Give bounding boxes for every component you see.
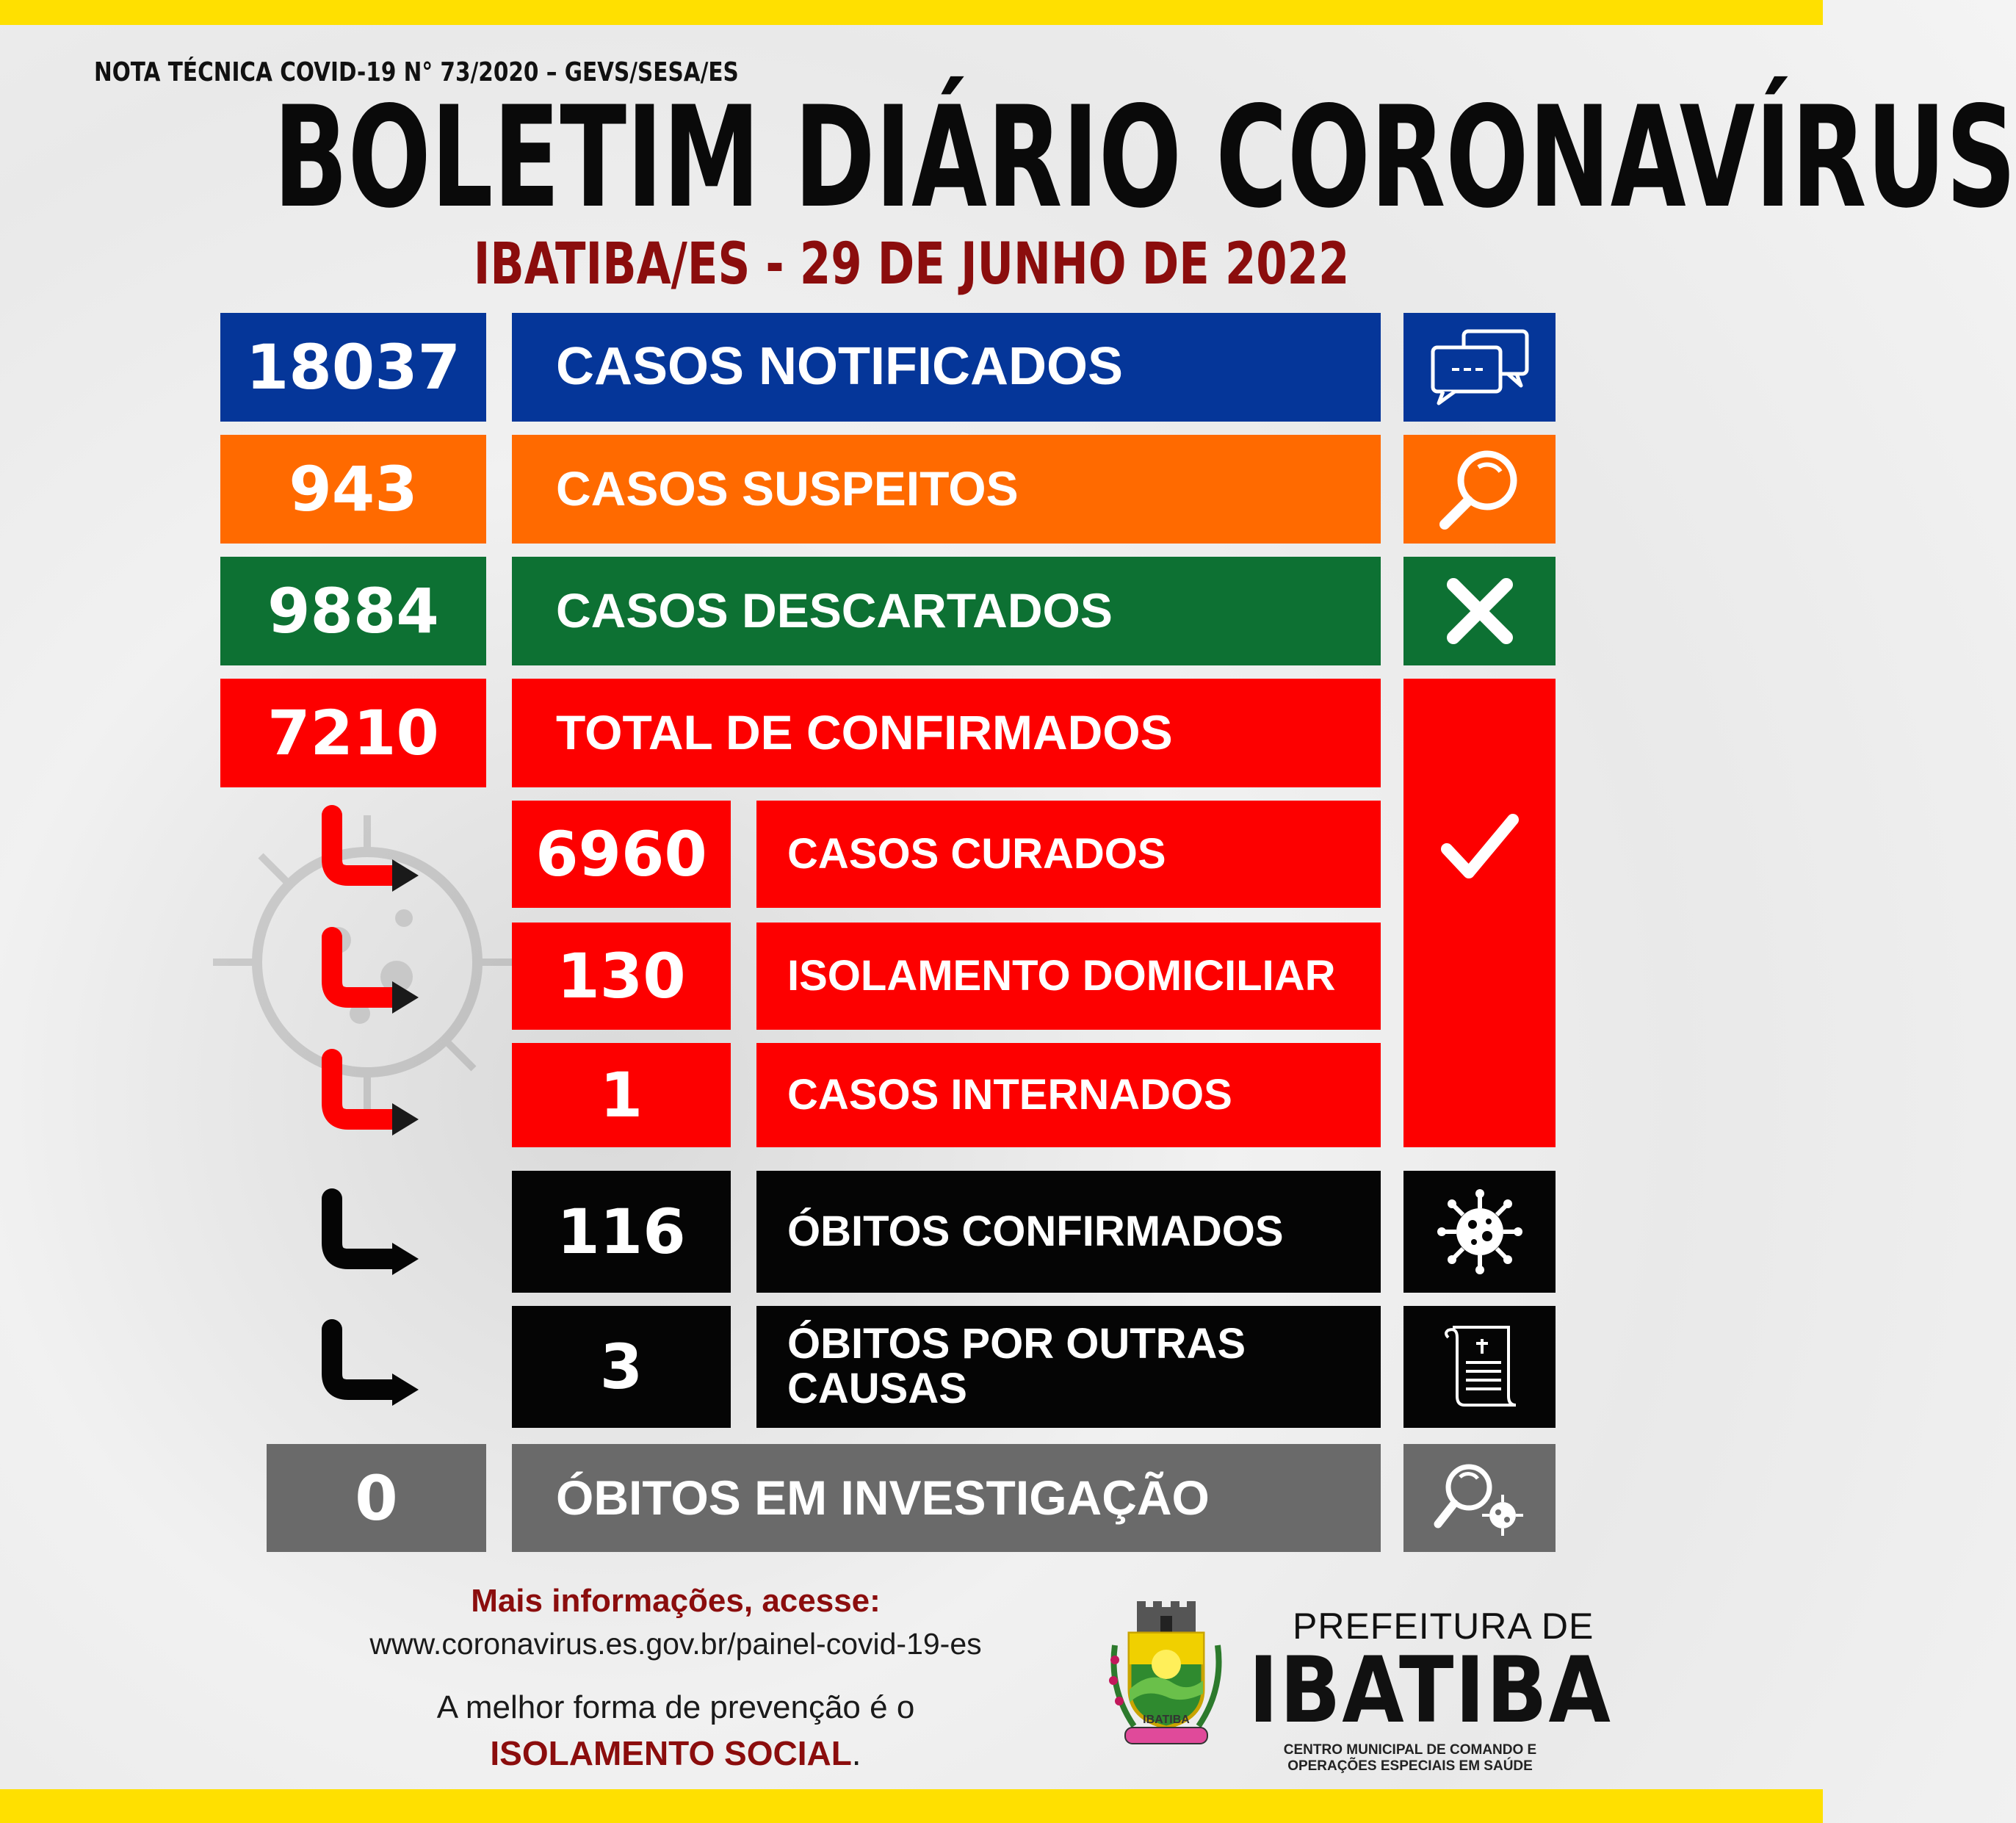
curados-value: 6960: [512, 801, 731, 908]
red-arrow-icon: [316, 1052, 426, 1140]
black-arrow-icon: [316, 1322, 426, 1410]
descartados-label: CASOS DESCARTADOS: [512, 557, 1381, 665]
notificados-icon-box: [1403, 313, 1556, 422]
notificados-value: 18037: [220, 313, 486, 422]
internados-value: 1: [512, 1043, 731, 1147]
red-arrow-icon: [316, 930, 426, 1018]
outras-label-line1: ÓBITOS POR OUTRAS: [787, 1320, 1246, 1368]
prefeitura-name: IBATIBA: [1249, 1638, 1612, 1744]
obitos-value: 116: [512, 1171, 731, 1293]
page-subtitle: IBATIBA/ES - 29 DE JUNHO DE 2022: [473, 231, 1350, 297]
outras-label-line2: CAUSAS: [787, 1365, 967, 1412]
suspeitos-icon-box: [1403, 435, 1556, 544]
outras-value: 3: [512, 1306, 731, 1428]
confirmados-icon-box: [1403, 679, 1556, 1147]
suspeitos-label: CASOS SUSPEITOS: [512, 435, 1381, 544]
confirmados-label: TOTAL DE CONFIRMADOS: [512, 679, 1381, 787]
black-arrow-icon: [316, 1191, 426, 1279]
top-stripe: [0, 0, 1823, 25]
internados-label: CASOS INTERNADOS: [756, 1043, 1381, 1147]
virus-search-icon: [1432, 1458, 1528, 1539]
info-url-link[interactable]: www.coronavirus.es.gov.br/painel-covid-19-es: [369, 1627, 982, 1661]
chat-bubbles-icon: [1428, 327, 1531, 408]
technical-note: NOTA TÉCNICA COVID-19 N° 73/2020 – GEVS/SESA/ES: [94, 57, 739, 87]
page-title: BOLETIM DIÁRIO CORONAVÍRUS: [273, 76, 2016, 239]
outras-icon-box: [1403, 1306, 1556, 1428]
x-mark-icon: [1443, 574, 1517, 648]
outras-label: [756, 1306, 1381, 1428]
investigacao-label: ÓBITOS EM INVESTIGAÇÃO: [512, 1444, 1381, 1552]
prefeitura-line1: PREFEITURA DE: [1293, 1606, 1594, 1647]
bottom-stripe: [0, 1789, 1823, 1823]
suspeitos-value: 943: [220, 435, 486, 544]
check-icon: [1439, 811, 1520, 884]
isolamento-label: ISOLAMENTO DOMICILIAR: [756, 923, 1381, 1030]
coat-of-arms-logo: [1100, 1601, 1232, 1755]
isolation-text: [235, 1733, 1116, 1773]
obitos-icon-box: [1403, 1171, 1556, 1293]
red-arrow-icon: [316, 808, 426, 896]
investigacao-value: 0: [267, 1444, 486, 1552]
descartados-value: 9884: [220, 557, 486, 665]
notificados-label: CASOS NOTIFICADOS: [512, 313, 1381, 422]
curados-label: CASOS CURADOS: [756, 801, 1381, 908]
prevention-text: A melhor forma de prevenção é o: [436, 1689, 915, 1725]
isolation-suffix: .: [851, 1734, 861, 1772]
investigacao-icon-box: [1403, 1444, 1556, 1552]
magnifier-icon: [1436, 445, 1524, 533]
confirmados-value: 7210: [220, 679, 486, 787]
seal-text: IBATIBA: [1143, 1714, 1190, 1726]
more-info-text: Mais informações, acesse:: [471, 1583, 881, 1619]
isolation-strong: ISOLAMENTO SOCIAL: [490, 1734, 852, 1772]
obitos-label: ÓBITOS CONFIRMADOS: [756, 1171, 1381, 1293]
isolamento-value: 130: [512, 923, 731, 1030]
certificate-icon: [1439, 1323, 1520, 1411]
descartados-icon-box: [1403, 557, 1556, 665]
prefeitura-subtext: CENTRO MUNICIPAL DE COMANDO E OPERAÇÕES ESPECIAIS EM SAÚDE: [1283, 1742, 1537, 1774]
virus-icon: [1436, 1188, 1524, 1276]
